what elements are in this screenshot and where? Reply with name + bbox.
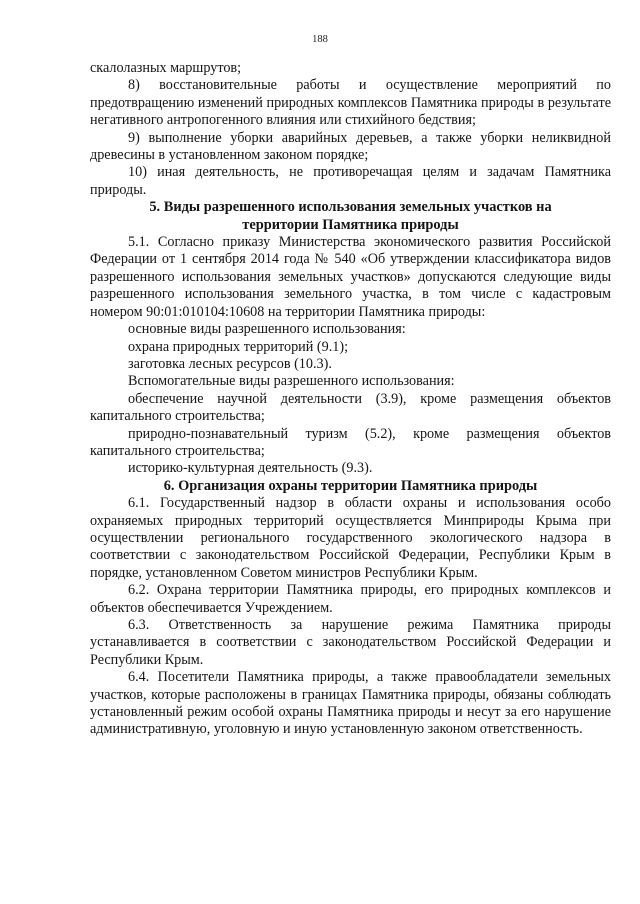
paragraph-main-uses-label: основные виды разрешенного использования:	[128, 321, 406, 338]
paragraph-use-10-3: заготовка лесных ресурсов (10.3).	[128, 355, 332, 372]
paragraph-item-8: 8) восстановительные работы и осуществление мероприятий по предотвращению изменений природных комплексов Памятника природы в результате негативного антропогенного влияния или стихийного бедствия;	[90, 77, 611, 129]
paragraph-use-3-9: обеспечение научной деятельности (3.9), кроме размещения объектов капитального строительства;	[90, 390, 611, 425]
paragraph-6-2: 6.2. Охрана территории Памятника природы, его природных комплексов и объектов обеспечивается Учреждением.	[90, 582, 611, 616]
paragraph-6-1: 6.1. Государственный надзор в области охраны и использования особо охраняемых природных территорий осуществляется Минприроды Крыма при осуществлении регионального государственного экологического надзора в соответствии с законодательством Российской Федерации, Республики Крым в порядке, установленном Советом министров Республики Крым.	[90, 495, 611, 581]
paragraph-6-3: 6.3. Ответственность за нарушение режима Памятника природы устанавливается в соответствии с законодательством Российской Федерации и Республики Крым.	[90, 617, 611, 668]
section-6-heading: 6. Организация охраны территории Памятника природы	[163, 477, 538, 494]
paragraph-aux-uses-label: Вспомогательные виды разрешенного использования:	[128, 373, 455, 390]
section-5-heading-line-2: территории Памятника природы	[242, 216, 459, 233]
section-5-heading-line-1: 5. Виды разрешенного использования земельных участков на	[149, 199, 552, 216]
paragraph-item-10: 10) иная деятельность, не противоречащая целям и задачам Памятника природы.	[90, 164, 611, 198]
paragraph-6-4: 6.4. Посетители Памятника природы, а также правообладатели земельных участков, которые расположены в границах Памятника природы, обязаны соблюдать установленный режим особой охраны Памятника природы и несут за его нарушение административную, уголовную и иную установленную законом ответственность.	[90, 669, 611, 738]
document-body	[90, 60, 611, 739]
section-5-heading	[90, 199, 611, 234]
paragraph-item-9: 9) выполнение уборки аварийных деревьев, а также уборки неликвидной древесины в установленном законом порядке;	[90, 129, 611, 164]
paragraph-continuation: скалолазных маршрутов;	[90, 60, 242, 76]
paragraph-use-9-3: историко-культурная деятельность (9.3).	[128, 460, 373, 477]
paragraph-use-5-2: природно-познавательный туризм (5.2), кроме размещения объектов капитального строительства;	[90, 425, 611, 459]
paragraph-use-9-1: охрана природных территорий (9.1);	[128, 338, 349, 355]
paragraph-5-1: 5.1. Согласно приказу Министерства экономического развития Российской Федерации от 1 сентября 2014 года № 540 «Об утверждении классификатора видов разрешенного использования земельных участков» допускаются следующие виды разрешенного использования земельного участка, в том числе с кадастровым номером 90:01:010104:10608 на территории Памятника природы:	[90, 234, 611, 320]
page-number: 188	[312, 34, 328, 45]
